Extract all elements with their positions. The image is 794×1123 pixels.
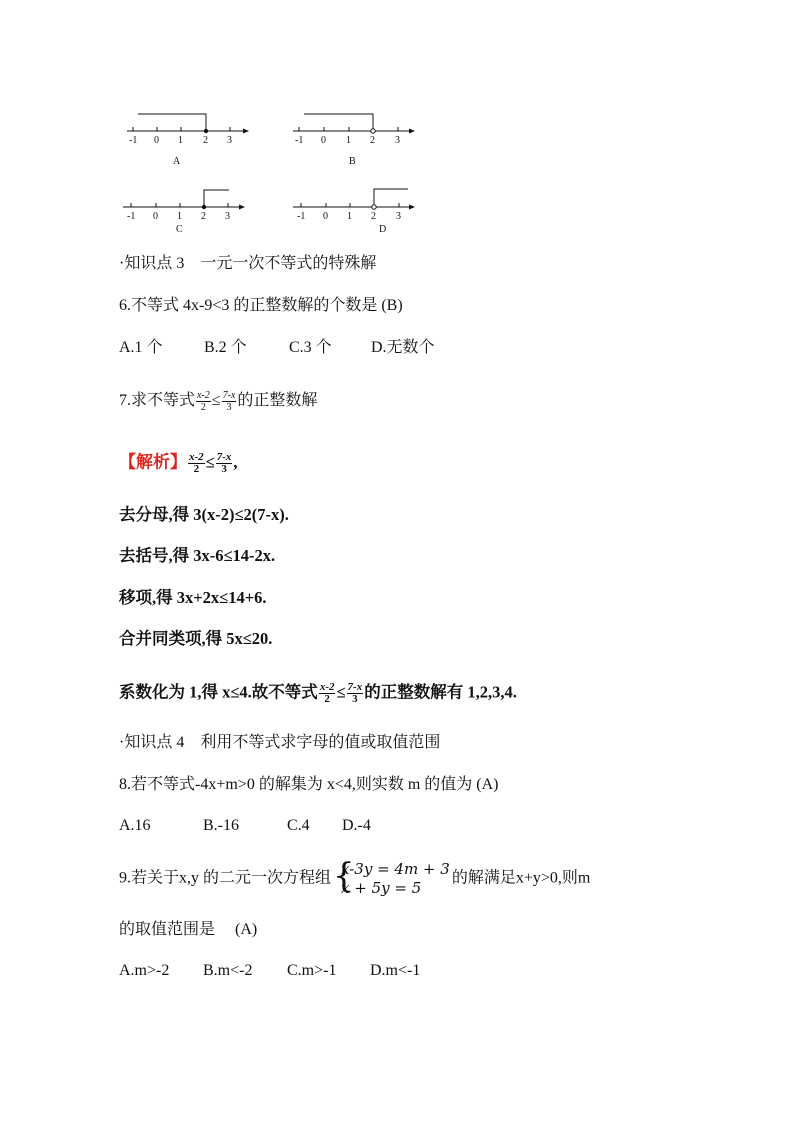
number-line-c xyxy=(123,190,245,235)
fraction: $\frac{7-x}{3}$ xyxy=(216,451,232,475)
option-label-a: A xyxy=(173,156,181,167)
step5-suffix: 的正整数解有 1,2,3,4. xyxy=(364,682,517,702)
option-label-d: D xyxy=(379,224,387,235)
number-line-a xyxy=(127,114,249,167)
fraction: $\frac{x-2}{2}$ xyxy=(189,451,204,475)
number-line-d xyxy=(293,189,415,235)
choice-c: C.m>-1 xyxy=(287,962,337,979)
solution-step-2: 去括号,得 3x-6≤14-2x. xyxy=(119,546,276,565)
choice-d: D.m<-1 xyxy=(370,962,421,979)
tick-label: 1 xyxy=(347,211,352,222)
solution-header xyxy=(119,452,238,475)
tick-label: -1 xyxy=(127,211,136,222)
tick-label: 3 xyxy=(227,135,232,146)
choice-a: A.m>-2 xyxy=(119,962,170,979)
solution-step-1: 去分母,得 3(x-2)≤2(7-x). xyxy=(119,505,289,524)
number-line-figures xyxy=(0,0,794,240)
question-9-line2: 的取值范围是 (A) xyxy=(119,921,258,938)
equation-1: x-3y = 4m + 3 xyxy=(341,860,450,878)
choice-a: A.16 xyxy=(119,817,151,834)
choice-b: B.m<-2 xyxy=(203,962,253,979)
relation-sign: ≤ xyxy=(211,392,221,410)
question-6-stem: 6.不等式 4x-9<3 的正整数解的个数是 (B) xyxy=(119,297,403,314)
question-8-stem: 8.若不等式-4x+m>0 的解集为 x<4,则实数 m 的值为 (A) xyxy=(119,776,499,793)
question-6-choices xyxy=(119,338,435,358)
step5-prefix: 系数化为 1,得 x≤4.故不等式 xyxy=(119,682,318,702)
solution-step-5 xyxy=(119,682,517,705)
question-8-choices xyxy=(119,816,371,836)
fraction: $\frac{7-x}{3}$ xyxy=(222,390,236,413)
q9-prefix: 9.若关于x,y 的二元一次方程组 xyxy=(119,869,332,887)
choice-b: B.-16 xyxy=(203,817,239,834)
tick-label: 2 xyxy=(201,211,206,222)
option-label-c: C xyxy=(176,224,183,235)
tick-label: 2 xyxy=(203,135,208,146)
choice-d: D.-4 xyxy=(342,817,371,834)
tick-label: 0 xyxy=(321,135,326,146)
q7-prefix: 7.求不等式 xyxy=(119,392,196,410)
number-line-b xyxy=(293,114,415,167)
equation-2: x + 5y = 5 xyxy=(341,879,422,897)
question-9-stem xyxy=(119,856,591,898)
tick-label: 1 xyxy=(178,135,183,146)
solid-dot xyxy=(204,129,208,133)
tick-label: 1 xyxy=(346,135,351,146)
tick-label: 0 xyxy=(153,211,158,222)
tick-label: 1 xyxy=(177,211,182,222)
section-heading-4: ·知识点 4 利用不等式求字母的值或取值范围 xyxy=(119,734,441,751)
section-heading-3: ·知识点 3 一元一次不等式的特殊解 xyxy=(119,255,377,272)
tick-label: 0 xyxy=(154,135,159,146)
brace-icon: { xyxy=(333,856,355,896)
tick-label: 2 xyxy=(370,135,375,146)
solid-dot xyxy=(202,205,206,209)
fraction: $\frac{x-2}{2}$ xyxy=(197,390,210,413)
relation-sign: ≤ xyxy=(205,452,215,472)
solution-keyword: 【解析】 xyxy=(119,452,187,472)
q9-suffix: 的解满足x+y>0,则m xyxy=(451,869,591,887)
choice-c: C.4 xyxy=(287,817,310,834)
option-label-b: B xyxy=(349,156,356,167)
choice-b: B.2 个 xyxy=(204,339,247,356)
solution-tail: , xyxy=(233,452,238,472)
hollow-dot xyxy=(371,129,375,133)
tick-label: -1 xyxy=(129,135,138,146)
choice-d: D.无数个 xyxy=(371,339,435,356)
hollow-dot xyxy=(372,205,376,209)
question-9-choices xyxy=(119,961,420,981)
tick-label: 3 xyxy=(225,211,230,222)
relation-sign: ≤ xyxy=(336,682,346,702)
question-7-stem xyxy=(119,390,317,413)
tick-label: 0 xyxy=(323,211,328,222)
tick-label: 3 xyxy=(395,135,400,146)
equation-system xyxy=(333,856,450,898)
choice-a: A.1 个 xyxy=(119,339,163,356)
q7-suffix: 的正整数解 xyxy=(237,392,318,410)
tick-label: -1 xyxy=(297,211,306,222)
tick-label: -1 xyxy=(295,135,304,146)
tick-label: 2 xyxy=(371,211,376,222)
tick-label: 3 xyxy=(396,211,401,222)
solution-step-4: 合并同类项,得 5x≤20. xyxy=(119,629,273,648)
choice-c: C.3 个 xyxy=(289,339,332,356)
fraction: $\frac{7-x}{3}$ xyxy=(347,681,363,705)
fraction: $\frac{x-2}{2}$ xyxy=(319,681,335,705)
solution-step-3: 移项,得 3x+2x≤14+6. xyxy=(119,588,267,607)
